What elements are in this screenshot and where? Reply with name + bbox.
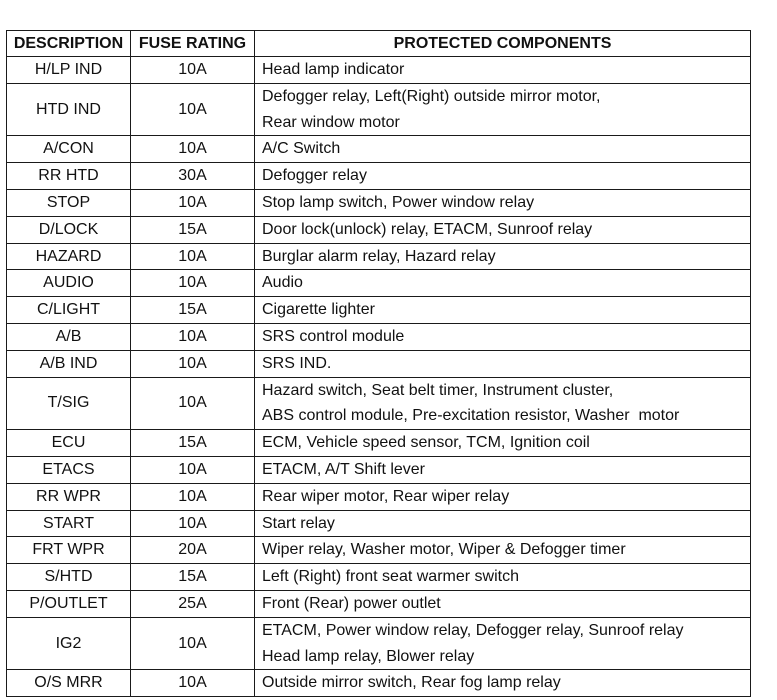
component-line: Head lamp relay, Blower relay [262,647,475,665]
header-protected-components: PROTECTED COMPONENTS [255,31,751,57]
fuse-description: START [7,510,131,537]
component-line: SRS control module [262,327,405,345]
fuse-description: IG2 [7,617,131,670]
fuse-rating: 10A [131,83,255,136]
protected-components [255,483,751,510]
protected-components [255,57,751,84]
fuse-rating: 10A [131,243,255,270]
fuse-description: P/OUTLET [7,590,131,617]
component-line: Cigarette lighter [262,301,375,319]
table-row [7,456,751,483]
protected-components [255,83,751,136]
fuse-rating: 10A [131,136,255,163]
protected-components [255,590,751,617]
component-line: Rear window motor [262,113,400,131]
fuse-description: T/SIG [7,377,131,430]
protected-components [255,297,751,324]
fuse-description: ETACS [7,456,131,483]
component-line: Stop lamp switch, Power window relay [262,193,535,211]
table-row [7,189,751,216]
component-line: ABS control module, Pre-excitation resistor, Washer motor [262,407,680,425]
table-row [7,350,751,377]
fuse-rating: 15A [131,564,255,591]
component-line: Defogger relay [262,167,367,185]
protected-components [255,350,751,377]
table-row [7,163,751,190]
component-line: ETACM, A/T Shift lever [262,460,426,478]
fuse-rating: 15A [131,216,255,243]
component-line: Front (Rear) power outlet [262,594,441,612]
fuse-rating: 30A [131,163,255,190]
fuse-description: AUDIO [7,270,131,297]
component-line: Burglar alarm relay, Hazard relay [262,247,496,265]
protected-components [255,270,751,297]
fuse-description: ECU [7,430,131,457]
fuse-description: FRT WPR [7,537,131,564]
fuse-rating: 20A [131,537,255,564]
protected-components [255,617,751,670]
fuse-description: H/LP IND [7,57,131,84]
fuse-rating: 10A [131,270,255,297]
component-line: Hazard switch, Seat belt timer, Instrument cluster, [262,381,614,399]
table-row [7,136,751,163]
protected-components [255,216,751,243]
fuse-rating: 10A [131,189,255,216]
fuse-description: RR WPR [7,483,131,510]
table-row [7,243,751,270]
fuse-rating: 25A [131,590,255,617]
fuse-rating: 10A [131,670,255,697]
component-line: Head lamp indicator [262,61,405,78]
fuse-rating: 15A [131,430,255,457]
fuse-rating: 10A [131,323,255,350]
fuse-rating: 10A [131,350,255,377]
component-line: ETACM, Power window relay, Defogger relay, Sunroof relay [262,621,684,639]
protected-components [255,430,751,457]
table-row [7,216,751,243]
fuse-description: RR HTD [7,163,131,190]
table-row [7,430,751,457]
protected-components [255,136,751,163]
component-line: Audio [262,274,303,292]
component-line: ECM, Vehicle speed sensor, TCM, Ignition coil [262,434,590,452]
protected-components [255,189,751,216]
fuse-rating: 10A [131,483,255,510]
fuse-rating: 15A [131,297,255,324]
table-row [7,590,751,617]
protected-components [255,564,751,591]
protected-components [255,510,751,537]
protected-components [255,456,751,483]
fuse-description: A/CON [7,136,131,163]
fuse-description: S/HTD [7,564,131,591]
component-line: Defogger relay, Left(Right) outside mirror motor, [262,87,601,105]
table-row [7,510,751,537]
table-row [7,83,751,136]
protected-components [255,163,751,190]
fuse-description: O/S MRR [7,670,131,697]
fuse-description: STOP [7,189,131,216]
component-line: Rear wiper motor, Rear wiper relay [262,487,510,505]
fuse-rating: 10A [131,510,255,537]
fuse-rating: 10A [131,377,255,430]
table-row [7,377,751,430]
table-row [7,670,751,697]
fuse-description: A/B IND [7,350,131,377]
fuse-description: A/B [7,323,131,350]
header-fuse-rating: FUSE RATING [131,31,255,57]
component-line: Outside mirror switch, Rear fog lamp relay [262,674,561,692]
component-line: Left (Right) front seat warmer switch [262,568,519,586]
component-line: Door lock(unlock) relay, ETACM, Sunroof relay [262,220,593,238]
fuse-description: HTD IND [7,83,131,136]
table-row [7,537,751,564]
component-line: Wiper relay, Washer motor, Wiper & Defogger timer [262,541,626,559]
table-row [7,297,751,324]
component-line: SRS IND. [262,354,332,372]
fuse-rating: 10A [131,617,255,670]
fuse-description: HAZARD [7,243,131,270]
fuse-rating: 10A [131,456,255,483]
protected-components [255,243,751,270]
component-line: Start relay [262,514,335,532]
header-row [7,31,751,57]
protected-components [255,670,751,697]
component-line: A/C Switch [262,140,341,158]
table-row [7,483,751,510]
fuse-rating: 10A [131,57,255,84]
fuse-description: D/LOCK [7,216,131,243]
protected-components [255,323,751,350]
protected-components [255,377,751,430]
fuse-description: C/LIGHT [7,297,131,324]
table-row [7,323,751,350]
fuse-table [6,30,751,697]
table-row [7,57,751,84]
table-row [7,270,751,297]
header-description: DESCRIPTION [7,31,131,57]
table-row [7,564,751,591]
protected-components [255,537,751,564]
fuse-table-body [7,57,751,697]
table-row [7,617,751,670]
